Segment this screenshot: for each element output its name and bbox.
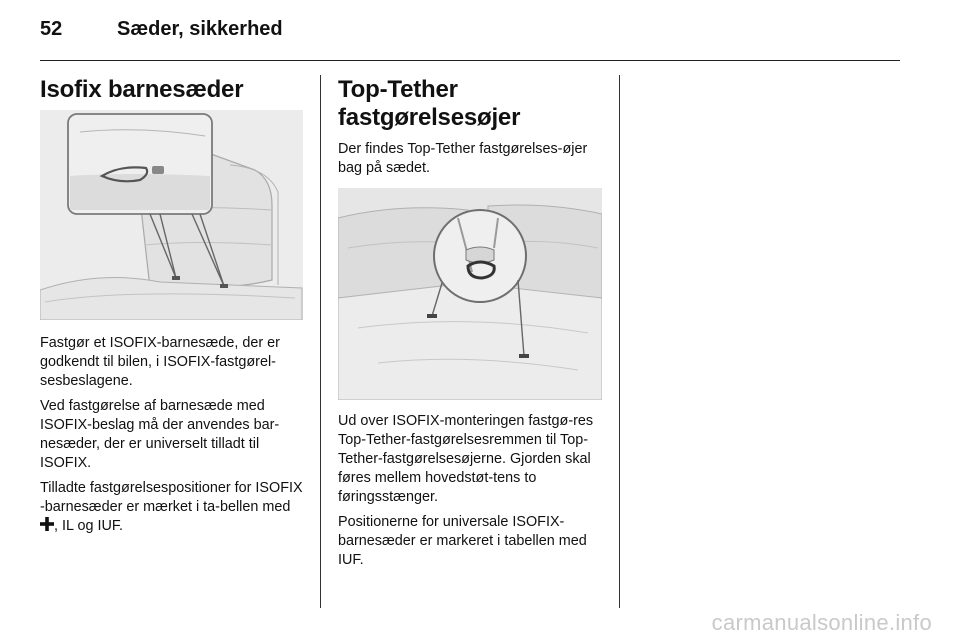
top-tether-heading-line-2: fastgørelsesøjer bbox=[338, 104, 521, 131]
plus-icon bbox=[40, 517, 54, 531]
top-tether-paragraph-1: Ud over ISOFIX-monteringen fastgø-res Top-Tether-fastgørelsesremmen til Top-Tether-fastgørelsesøjerne. Gjorden skal føres mellem hovedstøt-tens to føringsstænger. bbox=[338, 413, 594, 505]
left-column bbox=[40, 76, 303, 542]
left-body-text bbox=[40, 334, 303, 536]
middle-column bbox=[338, 76, 604, 576]
top-tether-intro: Der findes Top-Tether fastgørelses-øjer bag på sædet. bbox=[338, 141, 588, 176]
isofix-paragraph-3 bbox=[40, 479, 303, 536]
isofix-seat-illustration bbox=[40, 110, 303, 320]
isofix-paragraph-1: Fastgør et ISOFIX-barnesæde, der er godkendt til bilen, i ISOFIX-fastgørel-sesbeslagene. bbox=[40, 335, 280, 389]
top-tether-paragraph-2: Positionerne for universale ISOFIX-barnesæder er markeret i tabellen med IUF. bbox=[338, 514, 587, 568]
header-rule bbox=[40, 60, 900, 61]
isofix-paragraph-3-start: Tilladte fastgørelsespositioner for ISOFIX -barnesæder er mærket i ta-bellen med bbox=[40, 480, 303, 515]
section-title: Sæder, sikkerhed bbox=[117, 18, 283, 40]
isofix-paragraph-3-end: , IL og IUF. bbox=[54, 518, 124, 534]
column-divider-left bbox=[320, 75, 321, 608]
page-number: 52 bbox=[40, 18, 63, 40]
isofix-heading: Isofix barnesæder bbox=[40, 76, 244, 103]
isofix-paragraph-2: Ved fastgørelse af barnesæde med ISOFIX-beslag må der anvendes bar-nesæder, der er universelt tilladt til ISOFIX. bbox=[40, 398, 280, 471]
watermark-text: carmanualsonline.info bbox=[711, 610, 932, 635]
top-tether-illustration bbox=[338, 188, 602, 400]
top-tether-heading-line-1: Top-Tether bbox=[338, 76, 458, 103]
column-divider-right bbox=[619, 75, 620, 608]
